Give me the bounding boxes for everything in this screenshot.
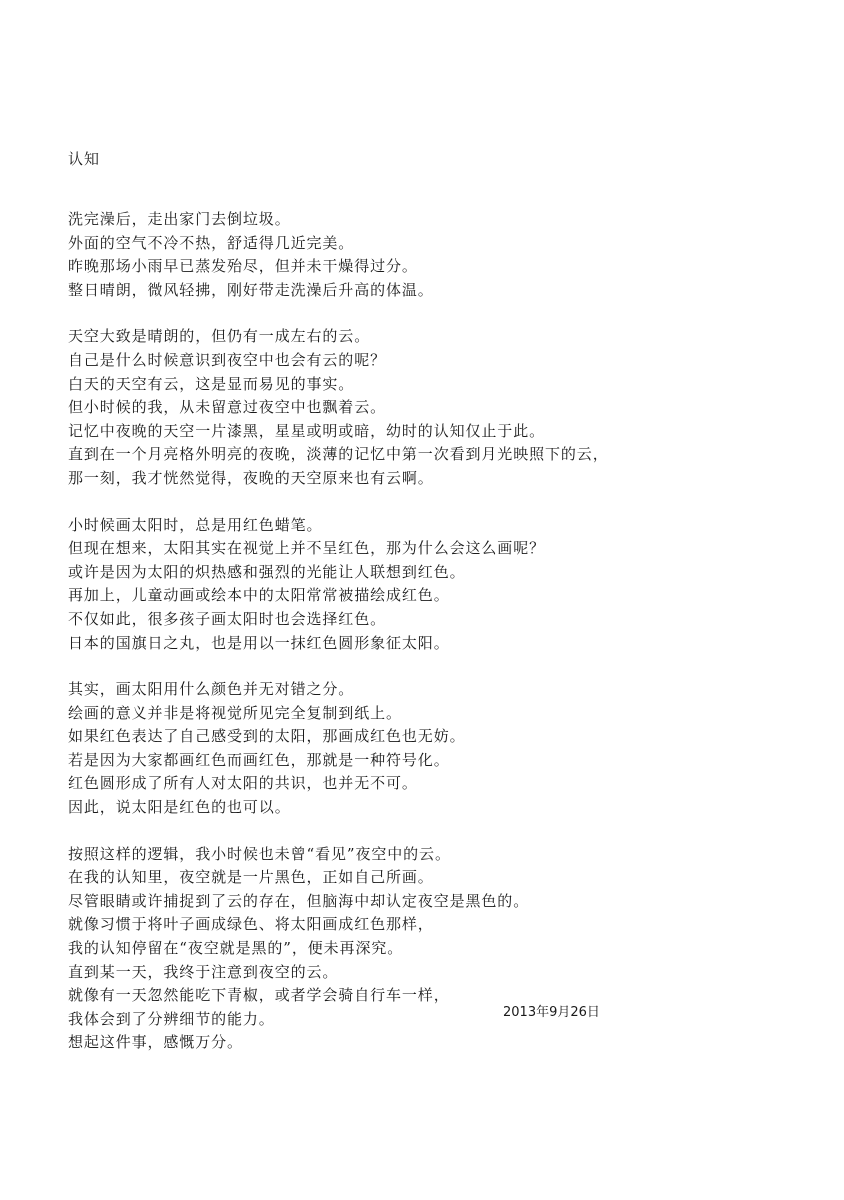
text-line: 但小时候的我，从未留意过夜空中也飘着云。: [68, 398, 387, 417]
paragraph-4: [68, 678, 808, 820]
text-line: 不仅如此，很多孩子画太阳时也会选择红色。: [68, 609, 387, 628]
text-line: 我的认知停留在“夜空就是黑的”，便未再深究。: [68, 939, 404, 958]
text-line: 因此，说太阳是红色的也可以。: [68, 798, 291, 817]
text-line: 那一刻，我才恍然觉得，夜晚的天空原来也有云啊。: [68, 468, 434, 487]
text-line: 白天的天空有云，这是显而易见的事实。: [68, 374, 355, 393]
text-line: 外面的空气不冷不热，舒适得几近完美。: [68, 233, 355, 252]
text-line: 直到某一天，我终于注意到夜空的云。: [68, 962, 339, 981]
text-line: 想起这件事，感慨万分。: [68, 1033, 243, 1052]
text-line: 或许是因为太阳的炽热感和强烈的光能让人联想到红色。: [68, 562, 466, 581]
text-line: 若是因为大家都画红色而画红色，那就是一种符号化。: [68, 750, 450, 769]
text-line: 记忆中夜晚的天空一片漆黑，星星或明或暗，幼时的认知仅止于此。: [68, 421, 546, 440]
text-line: 就像有一天忽然能吃下青椒，或者学会骑自行车一样，: [68, 986, 450, 1005]
paragraph-5: [68, 843, 808, 1055]
text-line: 直到在一个月亮格外明亮的夜晚，淡薄的记忆中第一次看到月光映照下的云，: [68, 445, 609, 464]
paragraph-1: [68, 208, 808, 302]
text-line: 再加上，儿童动画或绘本中的太阳常常被描绘成红色。: [68, 586, 450, 605]
text-line: 自己是什么时候意识到夜空中也会有云的呢？: [68, 350, 387, 369]
text-line: 小时候画太阳时，总是用红色蜡笔。: [68, 515, 323, 534]
text-line: 昨晚那场小雨早已蒸发殆尽，但并未干燥得过分。: [68, 257, 418, 276]
text-line: 按照这样的逻辑，我小时候也未曾“看见”夜空中的云。: [68, 844, 451, 863]
text-line: 绘画的意义并非是将视觉所见完全复制到纸上。: [68, 703, 402, 722]
text-line: 但现在想来，太阳其实在视觉上并不呈红色，那为什么会这么画呢？: [68, 539, 546, 558]
text-line: 我体会到了分辨细节的能力。: [68, 1009, 275, 1028]
text-line: 尽管眼睛或许捕捉到了云的存在，但脑海中却认定夜空是黑色的。: [68, 891, 530, 910]
document-body: [68, 208, 808, 1078]
paragraph-2: [68, 325, 808, 490]
text-line: 整日晴朗，微风轻拂，刚好带走洗澡后升高的体温。: [68, 280, 434, 299]
text-line: 红色圆形成了所有人对太阳的共识，也并无不可。: [68, 774, 418, 793]
text-line: 如果红色表达了自己感受到的太阳，那画成红色也无妨。: [68, 727, 466, 746]
document-date: 2013年9月26日: [503, 1005, 600, 1020]
text-line: 日本的国旗日之丸，也是用以一抹红色圆形象征太阳。: [68, 633, 450, 652]
paragraph-3: [68, 514, 808, 656]
text-line: 洗完澡后，走出家门去倒垃圾。: [68, 210, 291, 228]
text-line: 其实，画太阳用什么颜色并无对错之分。: [68, 680, 355, 699]
text-line: 在我的认知里，夜空就是一片黑色，正如自己所画。: [68, 868, 434, 887]
text-line: 天空大致是晴朗的，但仍有一成左右的云。: [68, 327, 371, 346]
document-title: 认知: [68, 150, 101, 168]
text-line: 就像习惯于将叶子画成绿色、将太阳画成红色那样，: [68, 915, 434, 934]
